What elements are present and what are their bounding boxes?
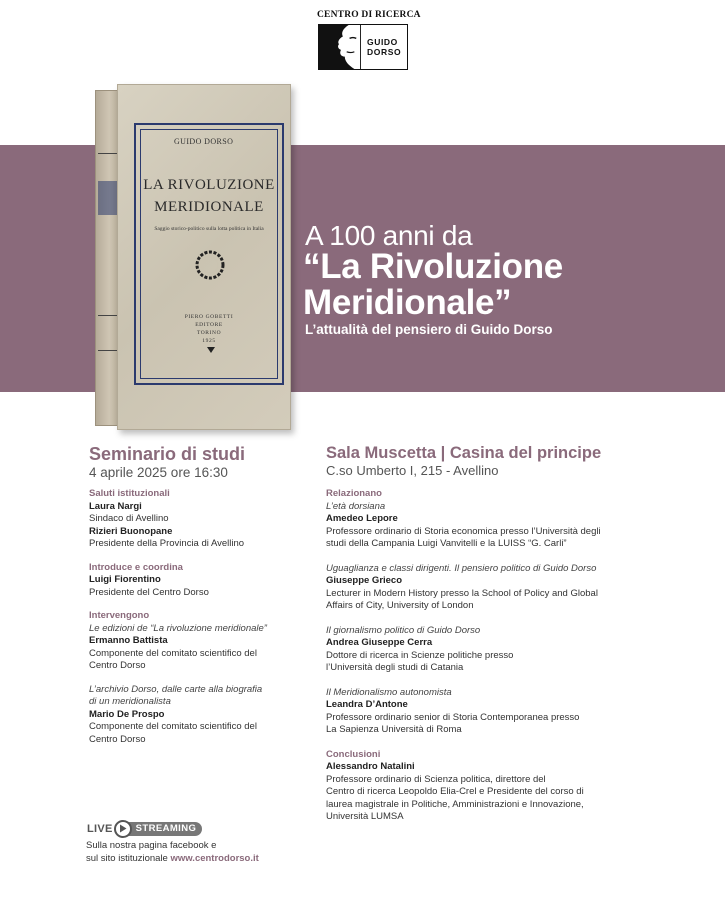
book-triangle-icon	[207, 347, 215, 353]
headline-line3: Meridionale”	[303, 283, 512, 322]
streaming-line2-prefix: sul sito istituzionale	[86, 852, 171, 864]
talk-title: Le edizioni de “La rivoluzione meridionale”	[89, 622, 267, 634]
speaker-role: Componente del comitato scientifico del	[89, 647, 257, 659]
speaker-name: Giuseppe Grieco	[326, 575, 403, 586]
talk-title: Il Meridionalismo autonomista	[326, 686, 452, 698]
logo-name	[361, 25, 407, 69]
profile-face-icon	[319, 25, 361, 69]
live-label: LIVE	[87, 822, 113, 835]
book-image	[95, 84, 291, 430]
speaker-name: Amedeo Lepore	[326, 513, 398, 524]
seminar-title: Seminario di studi	[89, 444, 246, 464]
speaker-name: Laura Nargi	[89, 500, 142, 512]
logo-box	[318, 24, 408, 70]
program-left	[89, 488, 289, 746]
speaker-role: Affairs of City, University of London	[326, 600, 474, 611]
saluti-label: Saluti istituzionali	[89, 488, 170, 499]
venue-title: Sala Muscetta | Casina del principe	[326, 444, 602, 462]
speaker-role: studi della Campania Luigi Vanvitelli e la LUISS “G. Carli”	[326, 538, 567, 549]
book-frame	[134, 123, 284, 385]
logo-name-line1: GUIDO	[367, 37, 398, 47]
speaker-role: l’Università degli studi di Catania	[326, 662, 464, 673]
book-subtitle: Saggio storico-politico sulla lotta politica in Italia	[154, 226, 264, 232]
logo-top-text: CENTRO DI RICERCA	[317, 10, 421, 20]
speaker-role: Università LUMSA	[326, 811, 404, 822]
speaker-name: Mario De Prospo	[89, 708, 165, 720]
speaker-role: Lecturer in Modern History presso la School of Policy and Global	[326, 587, 598, 599]
headline-line2: “La Rivoluzione	[303, 247, 563, 286]
streaming-label: STREAMING	[124, 822, 203, 836]
speaker-role: Presidente della Provincia di Avellino	[89, 538, 245, 549]
conclusioni-label: Conclusioni	[326, 748, 381, 760]
speaker-name: Rizieri Buonopane	[89, 525, 173, 537]
seminar-date: 4 aprile 2025 ore 16:30	[89, 465, 228, 480]
speaker-name: Luigi Fiorentino	[89, 574, 161, 585]
book-publisher-year: 1925	[202, 338, 216, 344]
speaker-role: Professore ordinario di Scienza politica, direttore del	[326, 773, 546, 785]
speaker-name: Alessandro Natalini	[326, 761, 415, 772]
book-publisher-line1: PIERO GOBETTI	[184, 314, 234, 320]
talk-title: di un meridionalista	[89, 696, 171, 707]
speaker-role: Dottore di ricerca in Scienze politiche presso	[326, 649, 514, 661]
speaker-role: Professore ordinario senior di Storia Contemporanea presso	[326, 711, 580, 723]
book-cover	[117, 84, 291, 430]
speaker-name: Leandra D’Antone	[326, 699, 408, 710]
headline-subtitle: L’attualità del pensiero di Guido Dorso	[305, 322, 553, 337]
talk-title: Uguaglianza e classi dirigenti. Il pensiero politico di Guido Dorso	[326, 562, 597, 574]
book-spine	[95, 90, 119, 426]
book-publisher-line3: TORINO	[196, 330, 222, 336]
venue-address: C.so Umberto I, 215 - Avellino	[326, 463, 499, 478]
headline-line1: A 100 anni da	[305, 220, 473, 251]
talk-title: L’archivio Dorso, dalle carte alla biografia	[89, 683, 263, 695]
introduce-label: Introduce e coordina	[89, 561, 183, 573]
speaker-role: Centro Dorso	[89, 660, 146, 671]
speaker-name: Andrea Giuseppe Cerra	[326, 637, 433, 648]
book-publisher	[136, 313, 282, 345]
book-emblem-icon	[190, 245, 230, 285]
streaming-line1: Sulla nostra pagina facebook e	[86, 840, 217, 851]
speaker-role: laurea magistrale in Politiche, Amministrazioni e Innovazione,	[326, 798, 584, 810]
intervengono-label: Intervengono	[89, 610, 150, 621]
program-right	[326, 488, 626, 824]
speaker-role: Presidente del Centro Dorso	[89, 586, 209, 598]
book-author: GUIDO DORSO	[174, 137, 234, 146]
talk-title: Il giornalismo politico di Guido Dorso	[326, 624, 481, 636]
streaming-line2	[86, 853, 259, 866]
book-title-line1: LA RIVOLUZIONE	[143, 177, 275, 193]
speaker-role: Componente del comitato scientifico del	[89, 721, 257, 732]
speaker-role: Centro di ricerca Leopoldo Elia-Crel e Presidente del corso di	[326, 786, 584, 797]
speaker-role: Sindaco di Avellino	[89, 513, 169, 524]
speaker-role: Centro Dorso	[89, 733, 146, 745]
talk-title: L’età dorsiana	[326, 500, 386, 512]
book-title-line2: MERIDIONALE	[154, 199, 264, 215]
play-icon	[114, 820, 132, 838]
website-link[interactable]: www.centrodorso.it	[170, 852, 259, 864]
live-streaming-badge[interactable]	[87, 820, 202, 837]
speaker-name: Ermanno Battista	[89, 635, 168, 646]
streaming-info	[86, 840, 259, 865]
book-publisher-line2: EDITORE	[195, 322, 223, 328]
speaker-role: La Sapienza Università di Roma	[326, 724, 462, 735]
logo-name-line2: DORSO	[367, 47, 402, 57]
speaker-role: Professore ordinario di Storia economica presso l’Università degli	[326, 525, 601, 537]
logo	[317, 10, 421, 72]
relazionano-label: Relazionano	[326, 488, 382, 499]
